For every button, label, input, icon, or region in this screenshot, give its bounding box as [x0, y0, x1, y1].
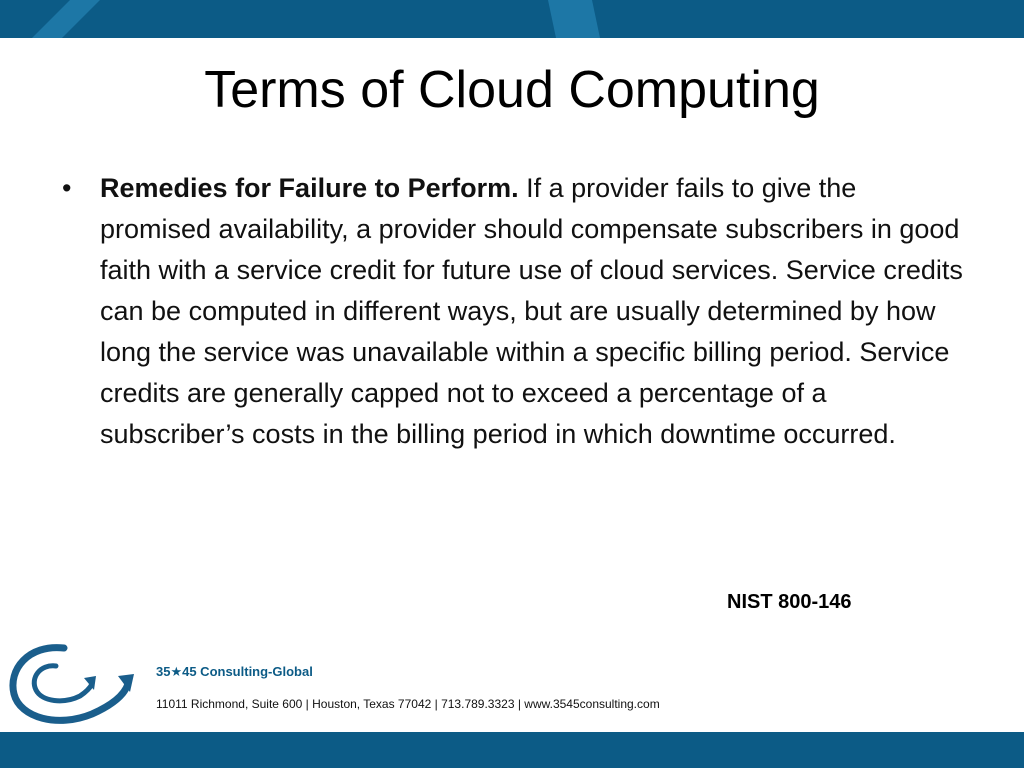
citation: NIST 800-146	[727, 591, 852, 613]
band-stripe	[548, 0, 600, 38]
slide-body	[62, 168, 972, 455]
swirl-arrow-logo-icon	[6, 636, 136, 728]
top-header-band	[0, 0, 1024, 38]
logo-inner-swirl	[34, 666, 92, 701]
bullet-lead-text: Remedies for Failure to Perform.	[100, 173, 519, 203]
band-stripe	[32, 0, 100, 38]
band-stripes-decoration	[0, 0, 1024, 38]
bullet-body-text: If a provider fails to give the promised availability, a provider should compensate subscribers in good faith with a service credit for future use of cloud services. Service credits can be computed in different ways, but are usually determined by how long the service was unavailable within a specific billing period. Service credits are generally capped not to exceed a percentage of a subscriber’s costs in the billing period in which downtime occurred.	[100, 173, 963, 449]
bottom-footer-band	[0, 732, 1024, 768]
company-name: 35★45 Consulting-Global	[156, 664, 313, 679]
company-address: 11011 Richmond, Suite 600 | Houston, Texas 77042 | 713.789.3323 | www.3545consulting.com	[156, 697, 660, 711]
slide-title: Terms of Cloud Computing	[204, 61, 820, 119]
logo-outer-swirl	[13, 648, 128, 721]
bullet-paragraph	[100, 168, 972, 455]
bullet-marker: •	[62, 173, 72, 203]
